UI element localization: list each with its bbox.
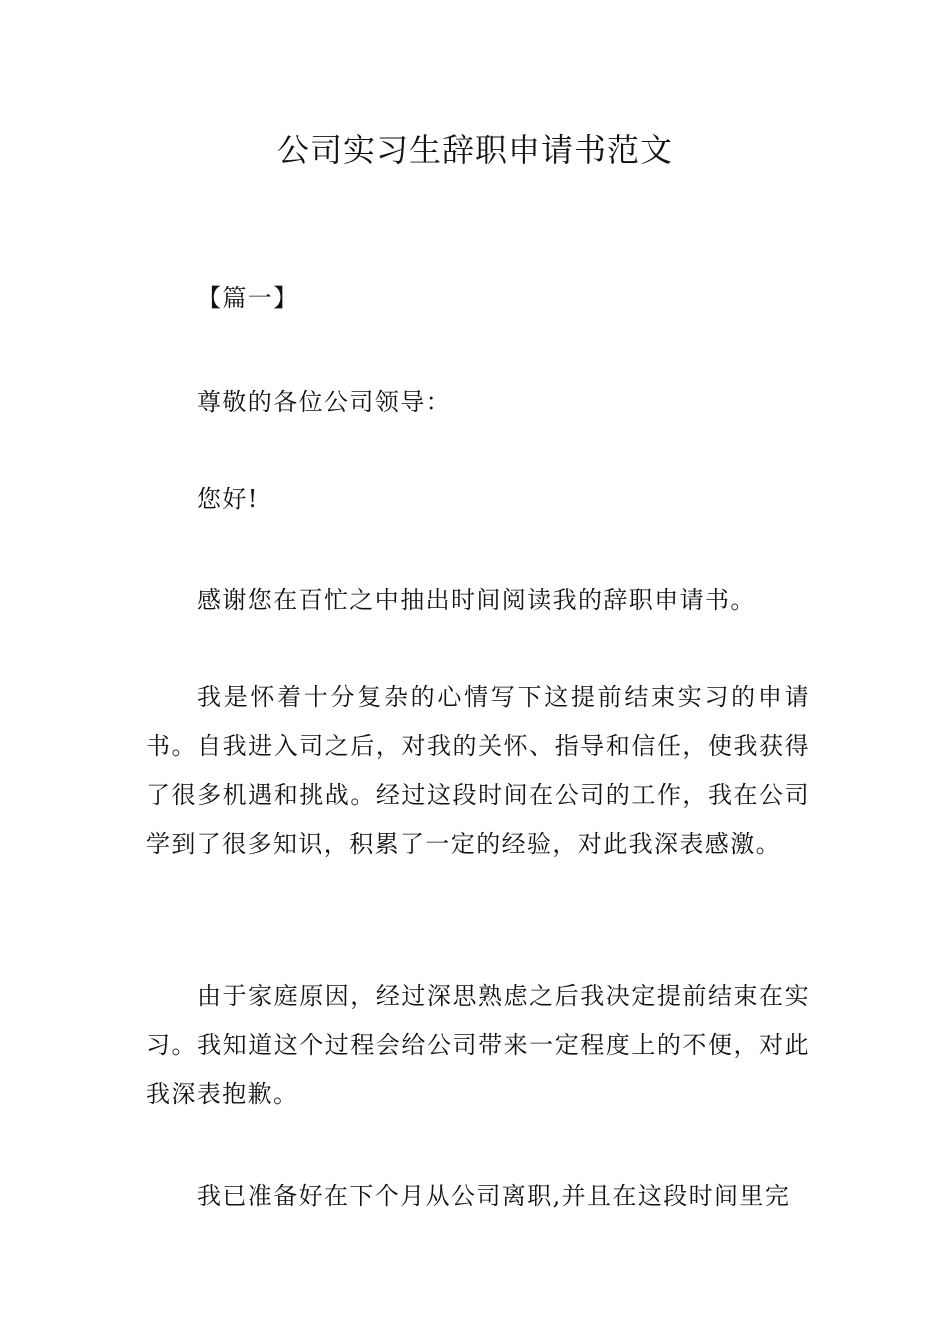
body-paragraph: 我已准备好在下个月从公司离职,并且在这段时间里完: [197, 1182, 791, 1210]
greeting: 您好!: [197, 485, 259, 513]
salutation: 尊敬的各位公司领导：: [197, 388, 451, 416]
document-title: 公司实习生辞职申请书范文: [276, 131, 673, 169]
section-label: 【篇一】: [197, 284, 299, 312]
body-paragraph: 感谢您在百忙之中抽出时间阅读我的辞职申请书。: [197, 586, 756, 614]
body-paragraph: 由于家庭原因，经过深思熟虑之后我决定提前结束在实习。我知道这个过程会给公司带来一定程度上的不便，对此我深表抱歉。: [146, 982, 810, 1108]
body-paragraph: 我是怀着十分复杂的心情写下这提前结束实习的申请书。自我进入司之后，对我的关怀、指导和信任，使我获得了很多机遇和挑战。经过这段时间在公司的工作，我在公司学到了很多知识，积累了一定的经验，对此我深表感激。: [146, 683, 810, 858]
